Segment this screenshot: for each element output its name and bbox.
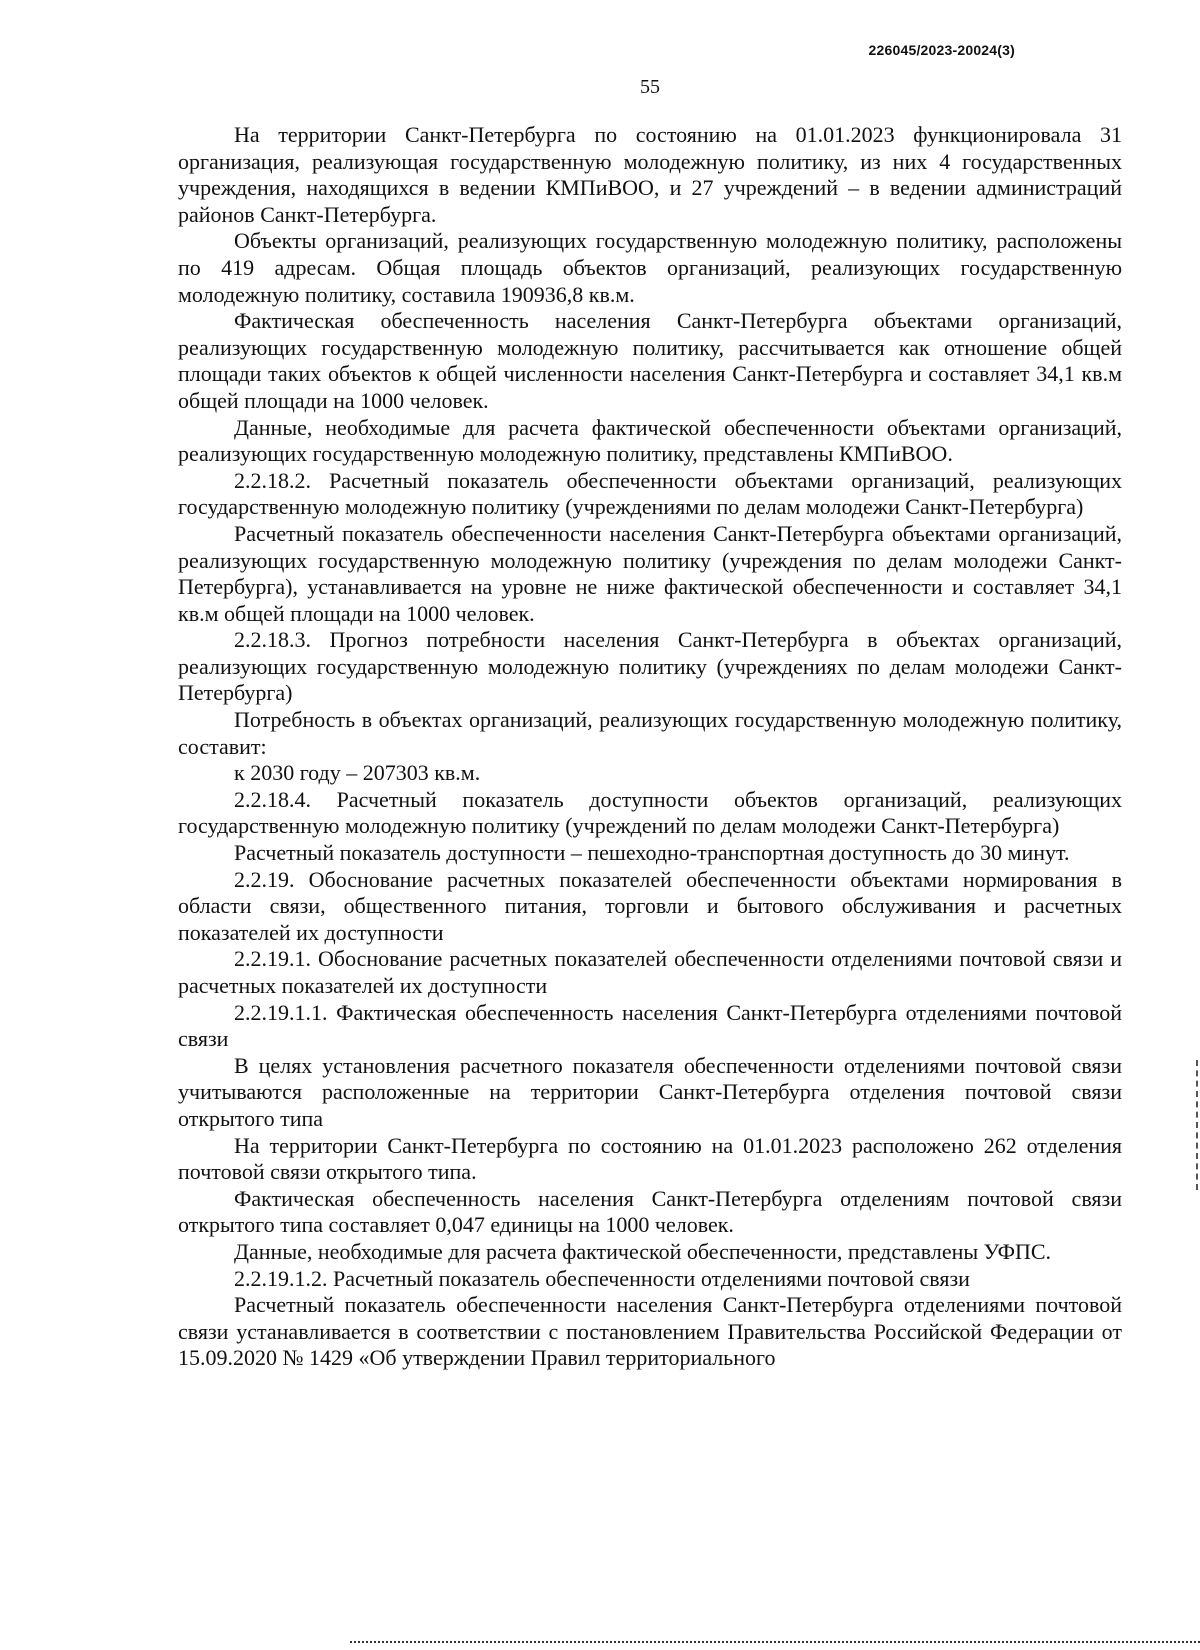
section-heading: 2.2.18.4. Расчетный показатель доступности объектов организаций, реализующих государственную молодежную политику (учреждений по делам молодежи Санкт-Петербурга) <box>178 786 1122 839</box>
paragraph: В целях установления расчетного показателя обеспеченности отделениями почтовой связи учитываются расположенные на территории Санкт-Петербурга отделения почтовой связи открытого типа <box>178 1052 1122 1131</box>
paragraph: На территории Санкт-Петербурга по состоянию на 01.01.2023 функционировала 31 организация, реализующая государственную молодежную политику, из них 4 государственных учреждения, находящихся в ведении КМПиВОО, и 27 учреждений – в ведении администраций районов Санкт-Петербурга. <box>178 122 1122 227</box>
paragraph: к 2030 году – 207303 кв.м. <box>234 760 481 786</box>
paragraph: Фактическая обеспеченность населения Санкт-Петербурга отделениям почтовой связи открытого типа составляет 0,047 единицы на 1000 человек. <box>178 1185 1122 1238</box>
section-heading: 2.2.19.1.2. Расчетный показатель обеспеченности отделениями почтовой связи <box>234 1265 970 1291</box>
paragraph: Расчетный показатель доступности – пешеходно-транспортная доступность до 30 минут. <box>234 840 1070 866</box>
paragraph: Данные, необходимые для расчета фактической обеспеченности, представлены УФПС. <box>234 1238 1052 1264</box>
section-heading: 2.2.18.2. Расчетный показатель обеспеченности объектами организаций, реализующих государственную молодежную политику (учреждениями по делам молодежи Санкт-Петербурга) <box>178 467 1122 520</box>
page-number: 55 <box>640 76 660 98</box>
paragraph: Потребность в объектах организаций, реализующих государственную молодежную политику, составит: <box>178 707 1122 759</box>
scan-edge-marks <box>1194 1060 1198 1190</box>
paragraph: Данные, необходимые для расчета фактической обеспеченности объектами организаций, реализующих государственную молодежную политику, представлены КМПиВОО. <box>178 414 1122 467</box>
document-body <box>178 122 1122 1372</box>
section-heading: 2.2.19.1. Обоснование расчетных показателей обеспеченности отделениями почтовой связи и расчетных показателей их доступности <box>178 946 1122 998</box>
paragraph: Фактическая обеспеченность населения Санкт-Петербурга объектами организаций, реализующих государственную молодежную политику, рассчитывается как отношение общей площади таких объектов к общей численности населения Санкт-Петербурга и составляет 34,1 кв.м общей площади на 1000 человек. <box>178 308 1122 413</box>
scan-bottom-rule <box>350 1641 1200 1645</box>
section-heading: 2.2.19.1.1. Фактическая обеспеченность населения Санкт-Петербурга отделениями почтовой связи <box>178 999 1122 1052</box>
section-heading: 2.2.19. Обоснование расчетных показателей обеспеченности объектами нормирования в области связи, общественного питания, торговли и бытового обслуживания и расчетных показателей их доступности <box>178 866 1122 945</box>
paragraph: Расчетный показатель обеспеченности населения Санкт-Петербурга отделениями почтовой связи устанавливается в соответствии с постановлением Правительства Российской Федерации от 15.09.2020 № 1429 «Об утверждении Правил территориального <box>178 1292 1122 1371</box>
paragraph: На территории Санкт-Петербурга по состоянию на 01.01.2023 расположено 262 отделения почтовой связи открытого типа. <box>178 1132 1122 1185</box>
section-heading: 2.2.18.3. Прогноз потребности населения Санкт-Петербурга в объектах организаций, реализующих государственную молодежную политику (учреждениях по делам молодежи Санкт-Петербурга) <box>178 627 1122 706</box>
paragraph: Объекты организаций, реализующих государственную молодежную политику, расположены по 419 адресам. Общая площадь объектов организаций, реализующих государственную молодежную политику, составила 190936,8 кв.м. <box>178 228 1122 307</box>
document-id: 226045/2023-20024(3) <box>868 42 1015 58</box>
paragraph: Расчетный показатель обеспеченности населения Санкт-Петербурга объектами организаций, реализующих государственную молодежную политику (учреждения по делам молодежи Санкт-Петербурга), устанавливается на уровне не ниже фактической обеспеченности и составляет 34,1 кв.м общей площади на 1000 человек. <box>178 520 1122 626</box>
